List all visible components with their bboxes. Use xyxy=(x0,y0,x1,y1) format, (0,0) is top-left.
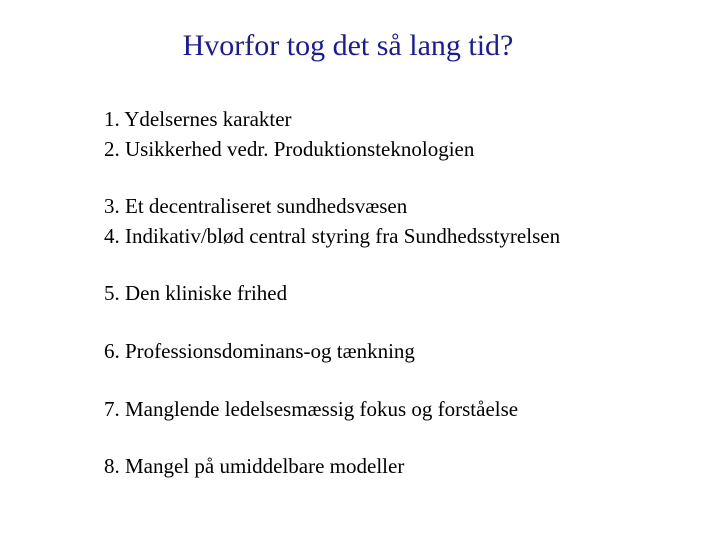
list-item-2: 2. Usikkerhed vedr. Produktionsteknologien xyxy=(104,137,475,161)
slide-title: Hvorfor tog det så lang tid? xyxy=(182,29,514,62)
list-item-8: 8. Mangel på umiddelbare modeller xyxy=(104,454,405,478)
list-item-4: 4. Indikativ/blød central styring fra Sundhedsstyrelsen xyxy=(104,224,561,248)
list-item-7: 7. Manglende ledelsesmæssig fokus og forståelse xyxy=(104,397,519,421)
list-item-3: 3. Et decentraliseret sundhedsvæsen xyxy=(104,194,408,218)
list-item-1: 1. Ydelsernes karakter xyxy=(104,107,292,131)
list-item-5: 5. Den kliniske frihed xyxy=(104,281,288,305)
list-item-6: 6. Professionsdominans-og tænkning xyxy=(104,339,415,363)
